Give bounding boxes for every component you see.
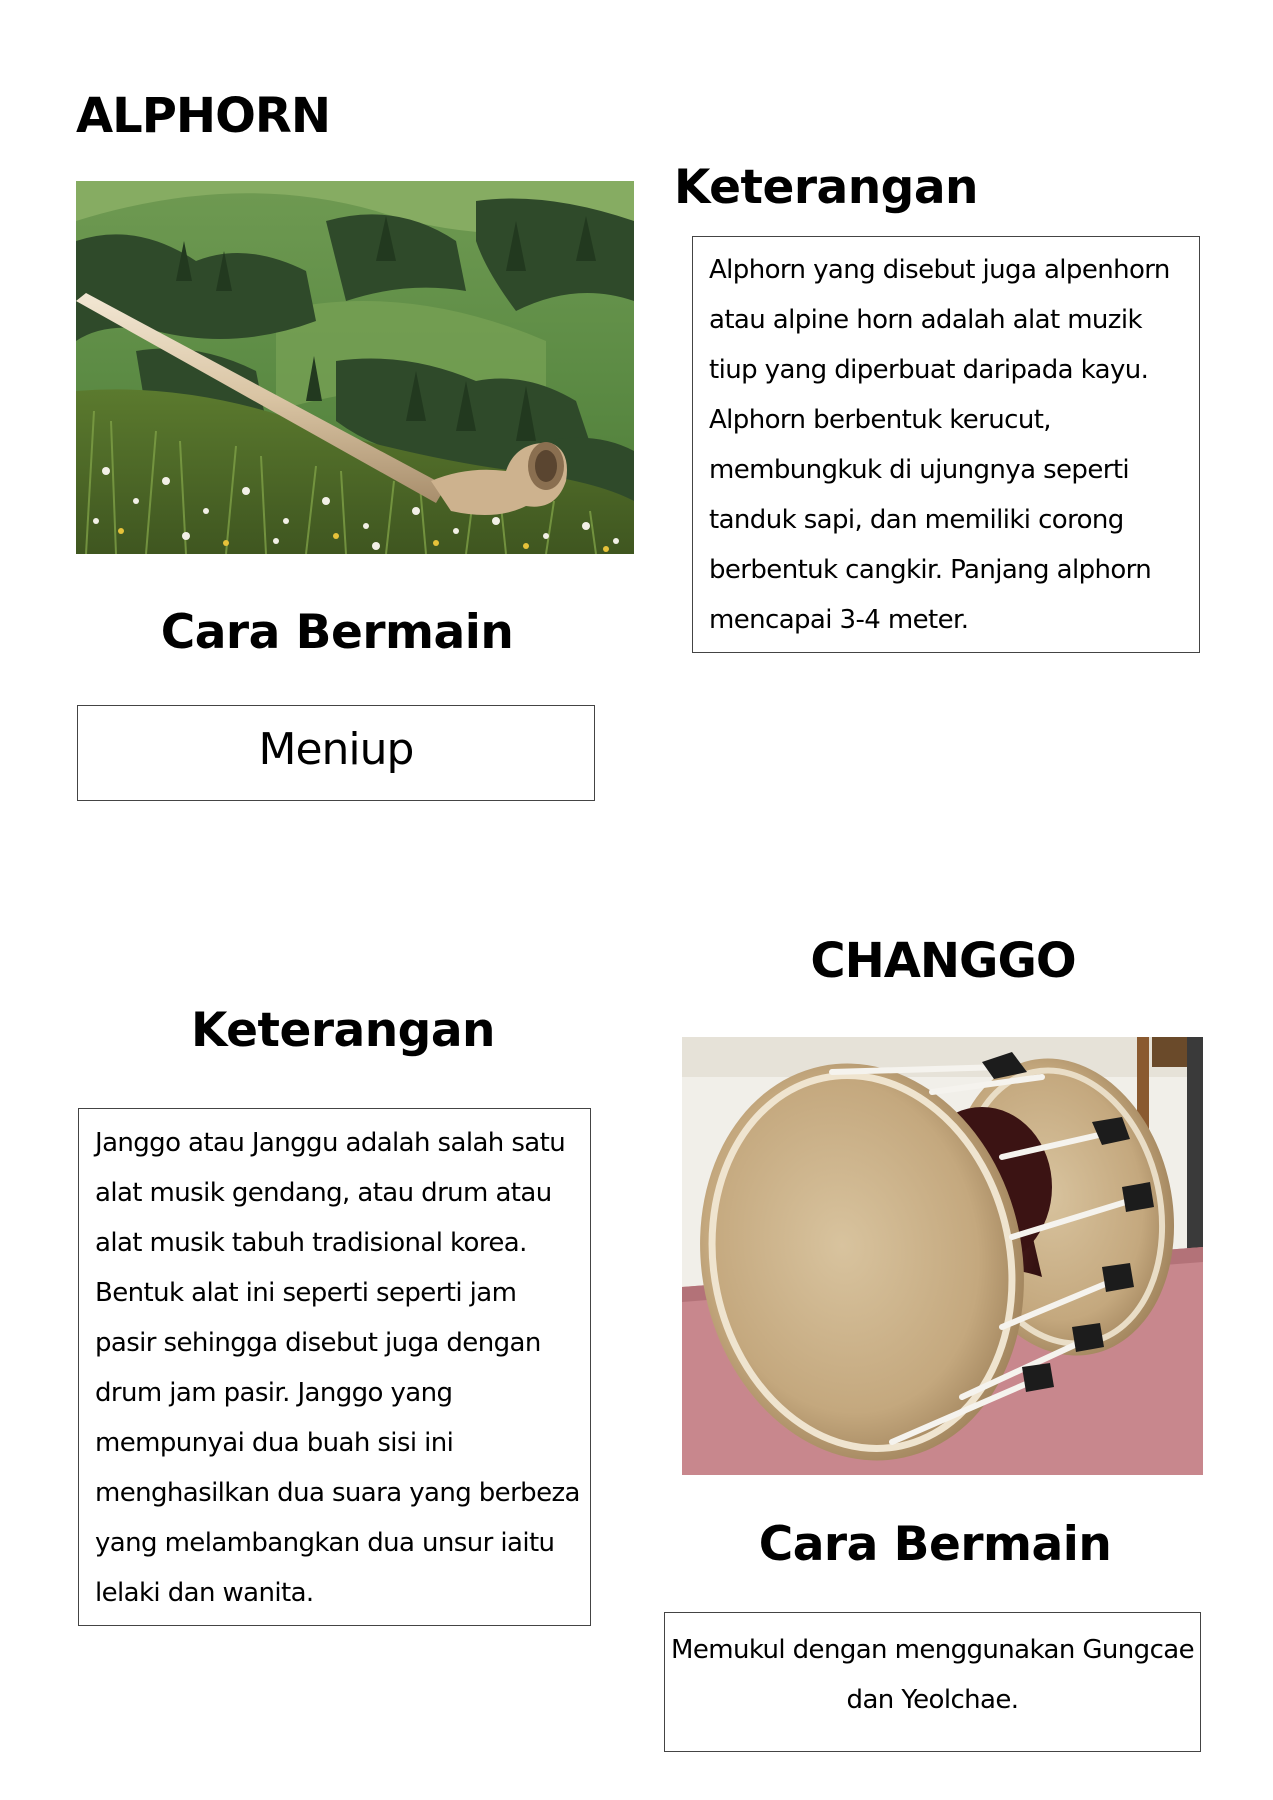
alphorn-keterangan-line: membungkuk di ujungnya seperti — [709, 455, 1130, 485]
changgo-keterangan-line: alat musik gendang, atau drum atau — [95, 1178, 552, 1208]
changgo-keterangan-line: drum jam pasir. Janggo yang — [95, 1378, 453, 1408]
changgo-keterangan-line: lelaki dan wanita. — [95, 1578, 314, 1608]
alphorn-keterangan-line: tanduk sapi, dan memiliki corong — [709, 505, 1124, 535]
alphorn-keterangan-text — [709, 245, 1170, 645]
changgo-keterangan-line: Janggo atau Janggu adalah salah satu — [95, 1128, 566, 1158]
changgo-keterangan-line: Bentuk alat ini seperti seperti jam — [95, 1278, 517, 1308]
alphorn-cara-heading: Cara Bermain — [160, 605, 514, 660]
changgo-keterangan-line: yang melambangkan dua unsur iaitu — [95, 1528, 555, 1558]
alphorn-keterangan-line: mencapai 3-4 meter. — [709, 605, 969, 635]
changgo-keterangan-box — [78, 1108, 591, 1626]
changgo-cara-heading: Cara Bermain — [758, 1517, 1112, 1572]
changgo-keterangan-heading: Keterangan — [191, 1003, 495, 1058]
changgo-cara-line: dan Yeolchae. — [846, 1685, 1019, 1715]
alphorn-cara-text: Meniup — [258, 724, 414, 775]
alphorn-title: ALPHORN — [76, 88, 331, 144]
changgo-cara-box — [664, 1612, 1201, 1752]
changgo-cara-line: Memukul dengan menggunakan Gungcae — [670, 1635, 1195, 1665]
changgo-keterangan-line: menghasilkan dua suara yang berbeza — [95, 1478, 580, 1508]
alphorn-keterangan-box — [692, 236, 1200, 653]
alphorn-keterangan-line: tiup yang diperbuat daripada kayu. — [709, 355, 1149, 385]
alphorn-keterangan-line: Alphorn yang disebut juga alpenhorn — [709, 255, 1170, 285]
alphorn-photo — [76, 181, 634, 554]
alphorn-keterangan-heading: Keterangan — [674, 160, 978, 215]
changgo-keterangan-text — [95, 1118, 580, 1618]
alphorn-keterangan-line: berbentuk cangkir. Panjang alphorn — [709, 555, 1152, 585]
changgo-cara-text — [665, 1625, 1200, 1725]
alphorn-keterangan-line: Alphorn berbentuk kerucut, — [709, 405, 1051, 435]
changgo-keterangan-line: alat musik tabuh tradisional korea. — [95, 1228, 527, 1258]
changgo-photo — [682, 1037, 1203, 1475]
changgo-title: CHANGGO — [810, 933, 1076, 989]
alphorn-cara-box — [77, 705, 595, 801]
changgo-keterangan-line: pasir sehingga disebut juga dengan — [95, 1328, 541, 1358]
alphorn-keterangan-line: atau alpine horn adalah alat muzik — [709, 305, 1142, 335]
changgo-keterangan-line: mempunyai dua buah sisi ini — [95, 1428, 454, 1458]
